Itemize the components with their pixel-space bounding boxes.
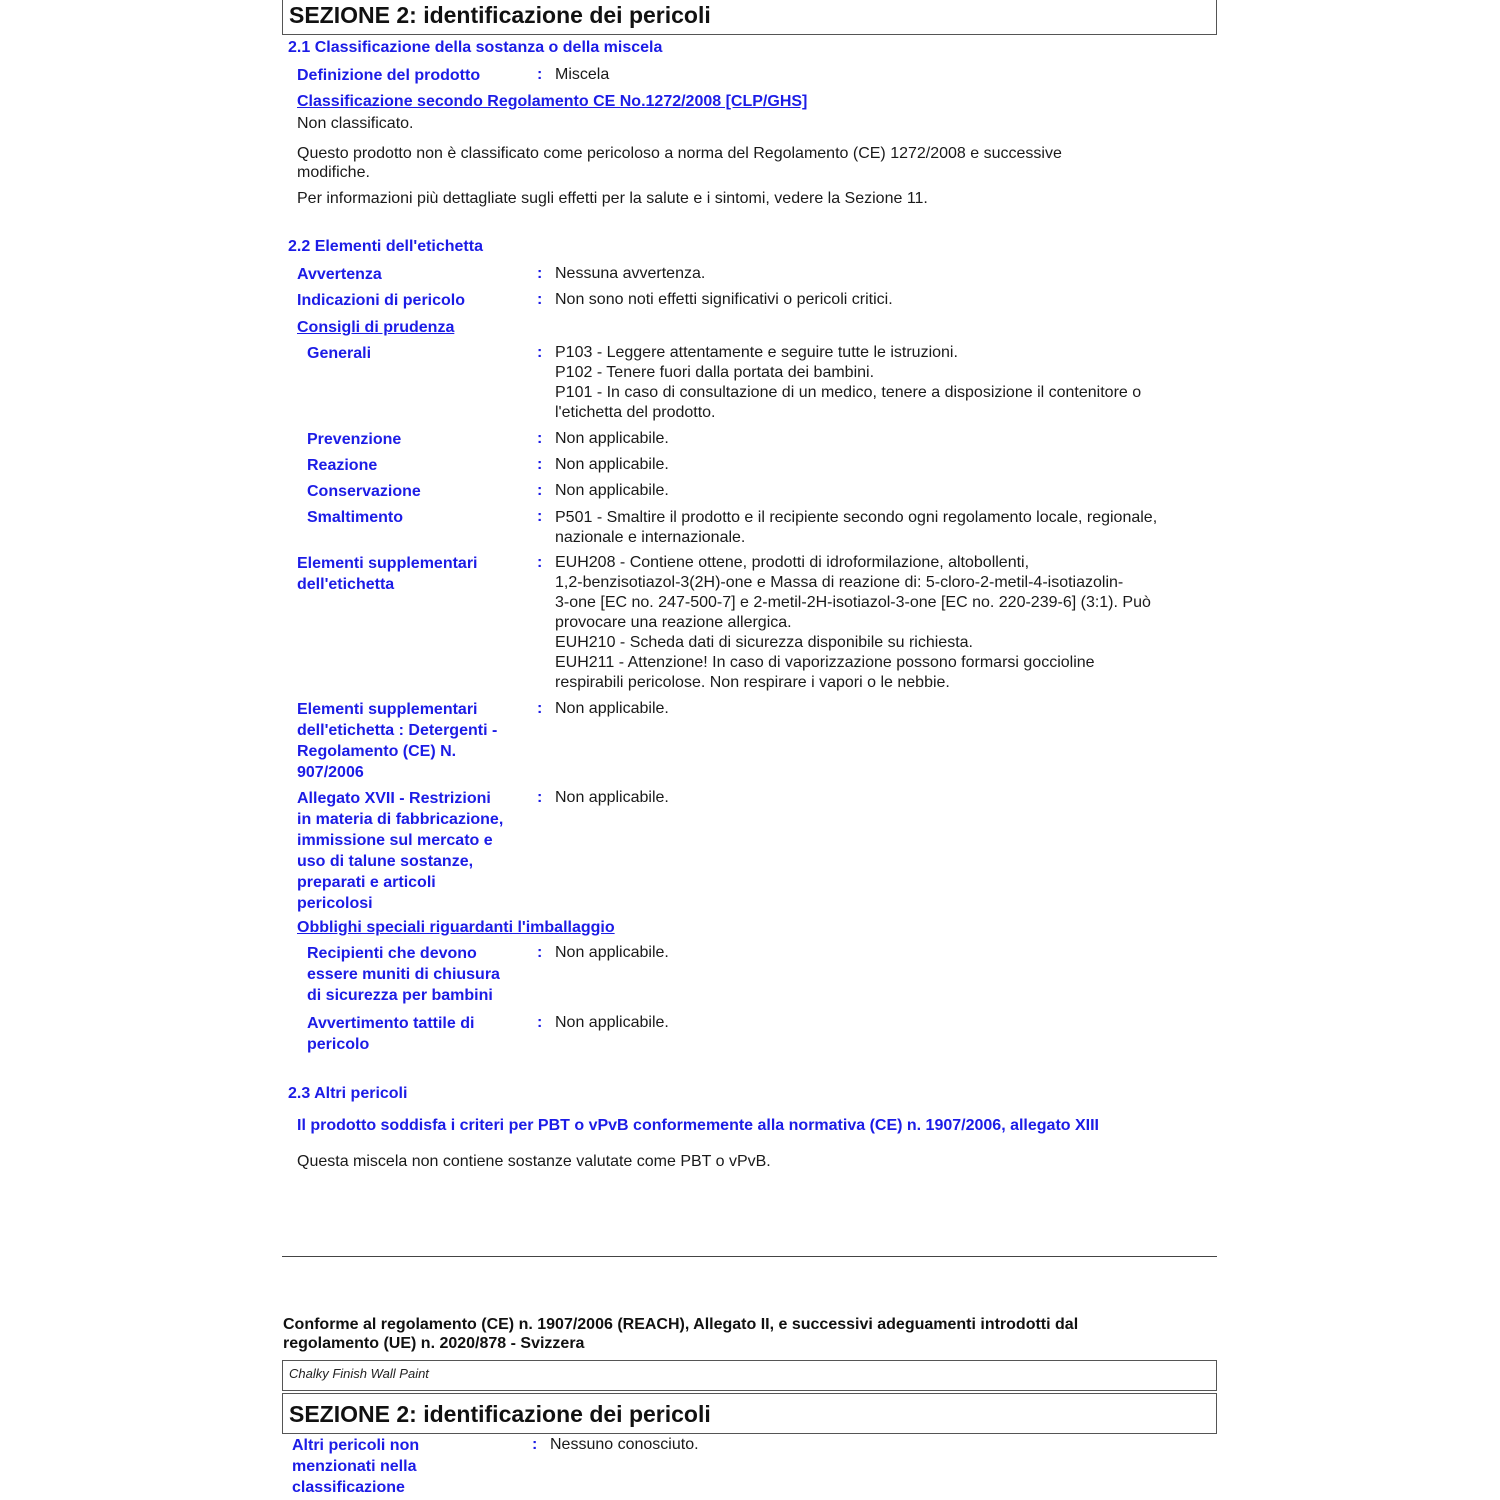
detergenti-label: [297, 699, 497, 783]
label-line: preparati e articoli: [297, 874, 436, 891]
label-line: classificazione: [292, 1479, 405, 1496]
section-2-3-heading: 2.3 Altri pericoli: [288, 1085, 408, 1102]
smaltimento-line: nazionale e internazionale.: [555, 529, 746, 546]
label-line: Recipienti che devono: [307, 945, 477, 962]
label-line: Regolamento (CE) N.: [297, 743, 457, 760]
allegato-xvii-value: Non applicabile.: [555, 789, 669, 806]
classification-note-line2: modifiche.: [297, 164, 370, 181]
prevenzione-value: Non applicabile.: [555, 430, 669, 447]
section-header-page2: SEZIONE 2: identificazione dei pericoli: [282, 1393, 1217, 1434]
altri-pericoli-label: [292, 1435, 419, 1498]
generali-value: [555, 343, 1141, 423]
label-line: Elementi supplementari: [297, 555, 478, 572]
euh-line: respirabili pericolose. Non respirare i vapori o le nebbie.: [555, 674, 950, 691]
health-info-note: Per informazioni più dettagliate sugli effetti per la salute e i sintomi, vedere la Sezione 11.: [297, 190, 928, 207]
separator-colon: :: [537, 554, 543, 571]
smaltimento-value: [555, 508, 1157, 548]
elementi-supplementari-label: [297, 553, 478, 595]
smaltimento-line: P501 - Smaltire il prodotto e il recipiente secondo ogni regolamento locale, regionale,: [555, 509, 1158, 526]
pbt-criteria-heading: Il prodotto soddisfa i criteri per PBT o vPvB conformemente alla normativa (CE) n. 1907/2006, allegato XIII: [297, 1117, 1099, 1134]
smaltimento-label: Smaltimento: [307, 509, 404, 526]
label-line: essere muniti di chiusura: [307, 966, 500, 983]
separator-colon: :: [537, 291, 543, 308]
generali-line: P101 - In caso di consultazione di un medico, tenere a disposizione il contenitore o: [555, 384, 1142, 401]
compliance-line: regolamento (UE) n. 2020/878 - Svizzera: [283, 1335, 585, 1352]
section-header: SEZIONE 2: identificazione dei pericoli: [282, 0, 1217, 35]
separator-colon: :: [537, 944, 543, 961]
label-line: uso di talune sostanze,: [297, 853, 474, 870]
euh-line: EUH208 - Contiene ottene, prodotti di idroformilazione, altobollenti,: [555, 554, 1030, 571]
classification-note-line1: Questo prodotto non è classificato come pericoloso a norma del Regolamento (CE) 1272/2008 e successive: [297, 145, 1062, 162]
generali-line: P102 - Tenere fuori dalla portata dei bambini.: [555, 364, 875, 381]
generali-label: Generali: [307, 345, 372, 362]
section-2-1-heading: 2.1 Classificazione della sostanza o della miscela: [288, 39, 663, 56]
product-name: Chalky Finish Wall Paint: [289, 1366, 429, 1381]
separator-colon: :: [537, 508, 543, 525]
clp-classification-value: Non classificato.: [297, 115, 414, 132]
euh-line: EUH211 - Attenzione! In caso di vaporizzazione possono formarsi goccioline: [555, 654, 1095, 671]
euh-line: 1,2-benzisotiazol-3(2H)-one e Massa di reazione di: 5-cloro-2-metil-4-isotiazolin-: [555, 574, 1124, 591]
label-line: Altri pericoli non: [292, 1437, 420, 1454]
allegato-xvii-label: [297, 788, 503, 914]
regulation-compliance-note: [283, 1315, 1078, 1353]
separator-colon: :: [537, 789, 543, 806]
recipienti-label: [307, 943, 500, 1006]
separator-colon: :: [537, 1014, 543, 1031]
separator-colon: :: [537, 344, 543, 361]
label-line: Elementi supplementari: [297, 701, 478, 718]
euh-line: EUH210 - Scheda dati di sicurezza disponibile su richiesta.: [555, 634, 973, 651]
detergenti-value: Non applicabile.: [555, 700, 669, 717]
generali-line: P103 - Leggere attentamente e seguire tutte le istruzioni.: [555, 344, 958, 361]
consigli-prudenza-link[interactable]: Consigli di prudenza: [297, 319, 455, 336]
indicazioni-value: Non sono noti effetti significativi o pericoli critici.: [555, 291, 893, 308]
reazione-label: Reazione: [307, 457, 378, 474]
conservazione-value: Non applicabile.: [555, 482, 669, 499]
clp-classification-link[interactable]: Classificazione secondo Regolamento CE No.1272/2008 [CLP/GHS]: [297, 93, 808, 110]
separator-colon: :: [537, 430, 543, 447]
avvertimento-tattile-value: Non applicabile.: [555, 1014, 669, 1031]
elementi-supplementari-value: [555, 553, 1151, 693]
avvertenza-label: Avvertenza: [297, 266, 382, 283]
separator-colon: :: [537, 456, 543, 473]
recipienti-value: Non applicabile.: [555, 944, 669, 961]
label-line: dell'etichetta : Detergenti -: [297, 722, 498, 739]
separator-colon: :: [537, 265, 543, 282]
avvertenza-value: Nessuna avvertenza.: [555, 265, 706, 282]
label-line: di sicurezza per bambini: [307, 987, 493, 1004]
section-2-2-heading: 2.2 Elementi dell'etichetta: [288, 238, 483, 255]
label-line: Avvertimento tattile di: [307, 1015, 475, 1032]
label-line: dell'etichetta: [297, 576, 395, 593]
separator-colon: :: [537, 66, 543, 83]
label-line: Allegato XVII - Restrizioni: [297, 790, 491, 807]
definizione-label: Definizione del prodotto: [297, 67, 481, 84]
euh-line: provocare una reazione allergica.: [555, 614, 792, 631]
product-name-box: [282, 1360, 1217, 1391]
prevenzione-label: Prevenzione: [307, 431, 402, 448]
label-line: immissione sul mercato e: [297, 832, 493, 849]
separator-colon: :: [537, 700, 543, 717]
generali-line: l'etichetta del prodotto.: [555, 404, 716, 421]
avvertimento-tattile-label: [307, 1013, 474, 1055]
obblighi-imballaggio-link[interactable]: Obblighi speciali riguardanti l'imballaggio: [297, 919, 615, 936]
reazione-value: Non applicabile.: [555, 456, 669, 473]
pbt-criteria-text: Questa miscela non contiene sostanze valutate come PBT o vPvB.: [297, 1153, 771, 1170]
label-line: in materia di fabbricazione,: [297, 811, 504, 828]
label-line: menzionati nella: [292, 1458, 417, 1475]
compliance-line: Conforme al regolamento (CE) n. 1907/2006 (REACH), Allegato II, e successivi adeguamenti introdotti dal: [283, 1316, 1079, 1333]
conservazione-label: Conservazione: [307, 483, 421, 500]
separator-colon: :: [532, 1436, 538, 1453]
definizione-value: Miscela: [555, 66, 610, 83]
label-line: pericolosi: [297, 895, 373, 912]
label-line: 907/2006: [297, 764, 364, 781]
page-divider: [282, 1256, 1217, 1257]
euh-line: 3-one [EC no. 247-500-7] e 2-metil-2H-isotiazol-3-one [EC no. 220-239-6] (3:1). Può: [555, 594, 1151, 611]
separator-colon: :: [537, 482, 543, 499]
altri-pericoli-value: Nessuno conosciuto.: [550, 1436, 699, 1453]
indicazioni-label: Indicazioni di pericolo: [297, 292, 466, 309]
label-line: pericolo: [307, 1036, 370, 1053]
